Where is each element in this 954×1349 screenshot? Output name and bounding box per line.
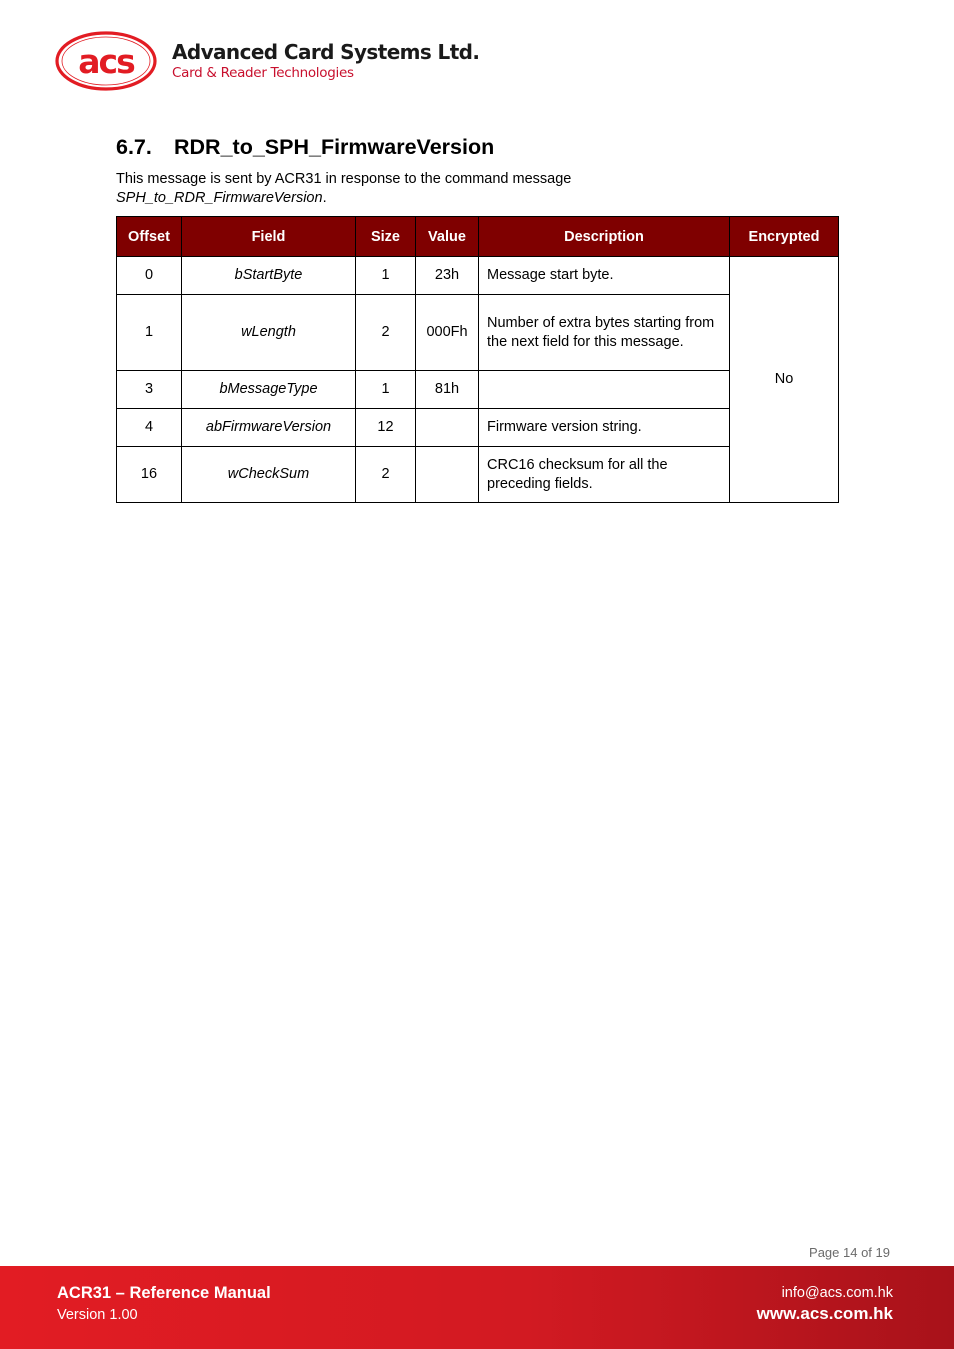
header-offset: Offset xyxy=(117,217,182,257)
acs-logo-icon xyxy=(55,30,159,94)
company-logo xyxy=(55,30,480,94)
footer-email: info@acs.com.hk xyxy=(781,1285,893,1301)
cell-size: 2 xyxy=(356,295,416,371)
section-title: RDR_to_SPH_FirmwareVersion xyxy=(174,135,495,159)
cell-description xyxy=(479,371,730,409)
footer-version: Version 1.00 xyxy=(57,1307,138,1323)
message-spec-table xyxy=(116,216,839,503)
page-footer xyxy=(0,1266,954,1349)
cell-offset: 1 xyxy=(117,295,182,371)
cell-field: abFirmwareVersion xyxy=(182,409,356,447)
cell-offset: 0 xyxy=(117,257,182,295)
intro-message-name: SPH_to_RDR_FirmwareVersion xyxy=(116,190,323,206)
cell-offset: 4 xyxy=(117,409,182,447)
cell-value: 000Fh xyxy=(416,295,479,371)
cell-size: 2 xyxy=(356,447,416,503)
cell-field: bMessageType xyxy=(182,371,356,409)
footer-document-title: ACR31 – Reference Manual xyxy=(57,1284,271,1302)
cell-value xyxy=(416,409,479,447)
cell-field: bStartByte xyxy=(182,257,356,295)
cell-value: 81h xyxy=(416,371,479,409)
logo-text: acs xyxy=(78,42,134,81)
cell-size: 1 xyxy=(356,257,416,295)
cell-size: 12 xyxy=(356,409,416,447)
footer-website: www.acs.com.hk xyxy=(756,1304,893,1323)
header-field: Field xyxy=(182,217,356,257)
cell-value: 23h xyxy=(416,257,479,295)
table-header-row xyxy=(117,217,839,257)
cell-encrypted: No xyxy=(730,257,839,503)
cell-field: wLength xyxy=(182,295,356,371)
cell-offset: 3 xyxy=(117,371,182,409)
cell-field: wCheckSum xyxy=(182,447,356,503)
page-number: Page 14 of 19 xyxy=(809,1245,890,1260)
company-name: Advanced Card Systems Ltd. xyxy=(172,40,480,64)
intro-end: . xyxy=(322,190,327,206)
intro-text: This message is sent by ACR31 in response to the command message xyxy=(116,171,572,187)
cell-value xyxy=(416,447,479,503)
cell-description: Message start byte. xyxy=(479,257,730,295)
header-description: Description xyxy=(479,217,730,257)
company-tagline: Card & Reader Technologies xyxy=(172,65,354,81)
intro-paragraph xyxy=(116,170,836,208)
header-size: Size xyxy=(356,217,416,257)
header-encrypted: Encrypted xyxy=(730,217,839,257)
cell-size: 1 xyxy=(356,371,416,409)
cell-offset: 16 xyxy=(117,447,182,503)
cell-description: Number of extra bytes starting from the next field for this message. xyxy=(479,295,730,371)
table-row xyxy=(117,257,839,295)
header-value: Value xyxy=(416,217,479,257)
section-heading xyxy=(116,135,494,160)
cell-description: CRC16 checksum for all the preceding fields. xyxy=(479,447,730,503)
cell-description: Firmware version string. xyxy=(479,409,730,447)
section-number: 6.7. xyxy=(116,135,152,159)
